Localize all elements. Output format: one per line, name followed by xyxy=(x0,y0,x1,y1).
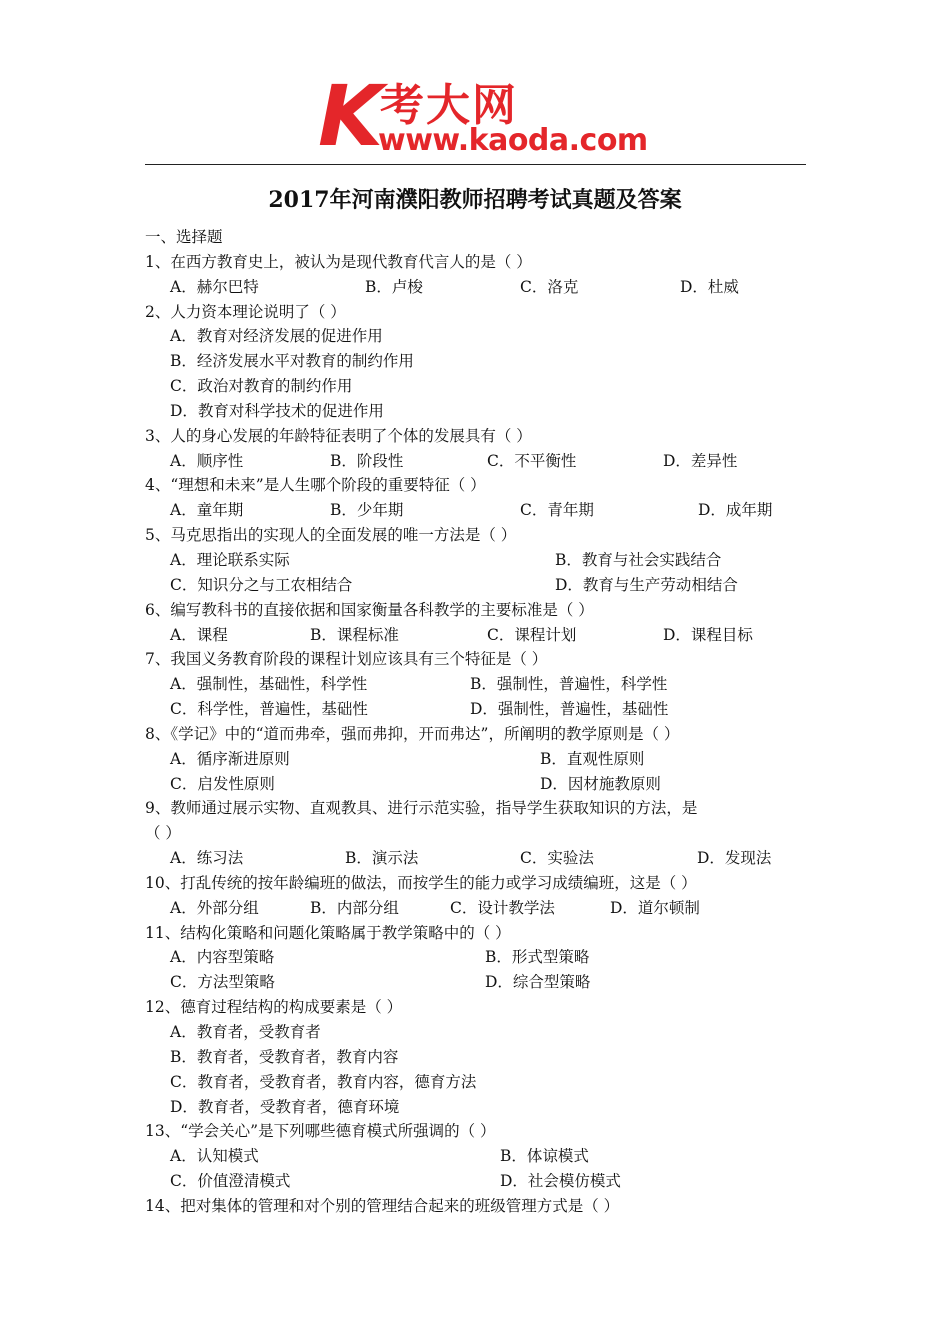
logo-url: www.kaoda.com xyxy=(378,123,648,158)
option-row xyxy=(145,573,810,598)
option-b-q7: B．强制性，普遍性，科学性 xyxy=(470,675,668,694)
question-14: 14、把对集体的管理和对个别的管理结合起来的班级管理方式是（ ） xyxy=(145,1196,620,1215)
option-a-q12: B．教育者，受教育者，教育内容 xyxy=(170,1047,399,1066)
option-row xyxy=(145,896,810,921)
option-a-q6: A．课程 xyxy=(170,625,228,644)
kaoda-logo xyxy=(318,67,648,165)
document-title: 2017年河南濮阳教师招聘考试真题及答案 xyxy=(268,187,682,213)
option-row xyxy=(145,772,810,797)
option-a-q8: A．循序渐进原则 xyxy=(170,749,290,768)
option-a-q5: C．知识分之与工农相结合 xyxy=(170,575,353,594)
option-row xyxy=(145,275,810,300)
option-row xyxy=(145,1045,810,1070)
option-b-q7: D．强制性，普遍性，基础性 xyxy=(470,700,669,719)
option-row xyxy=(145,449,810,474)
option-a-q11: A．内容型策略 xyxy=(170,948,275,967)
option-a-q13: C．价值澄清模式 xyxy=(170,1172,291,1191)
option-a-q9: A．练习法 xyxy=(170,849,244,868)
option-c-q1: C．洛克 xyxy=(520,277,579,296)
option-d-q1: D．杜威 xyxy=(680,277,739,296)
option-row xyxy=(145,399,810,424)
option-b-q8: D．因材施教原则 xyxy=(540,774,661,793)
option-row xyxy=(145,1144,810,1169)
option-row xyxy=(145,1169,810,1194)
question-list xyxy=(145,225,810,1219)
question-2: 2、人力资本理论说明了（ ） xyxy=(145,302,346,321)
header-rule xyxy=(145,164,806,165)
option-row xyxy=(145,374,810,399)
option-row xyxy=(145,1020,810,1045)
option-c-q10: C．设计教学法 xyxy=(450,898,555,917)
option-a-q5: A．理论联系实际 xyxy=(170,550,290,569)
option-a-q2: D．教育对科学技术的促进作用 xyxy=(170,401,384,420)
option-a-q2: B．经济发展水平对教育的制约作用 xyxy=(170,352,414,371)
option-d-q4: D．成年期 xyxy=(698,501,773,520)
option-row xyxy=(145,747,810,772)
option-a-q7: C．科学性，普遍性，基础性 xyxy=(170,700,368,719)
option-row xyxy=(145,672,810,697)
question-11: 11、结构化策略和问题化策略属于教学策略中的（ ） xyxy=(145,923,511,942)
option-c-q6: C．课程计划 xyxy=(487,625,577,644)
option-b-q5: D．教育与生产劳动相结合 xyxy=(555,575,738,594)
option-row xyxy=(145,548,810,573)
question-1: 1、在西方教育史上，被认为是现代教育代言人的是（ ） xyxy=(145,252,532,271)
option-b-q9: B．演示法 xyxy=(345,849,419,868)
option-b-q11: B．形式型策略 xyxy=(485,948,590,967)
option-row xyxy=(145,846,810,871)
question-9-continued: （ ） xyxy=(145,824,181,843)
option-c-q3: C．不平衡性 xyxy=(487,451,577,470)
option-d-q9: D．发现法 xyxy=(697,849,772,868)
question-6: 6、编写教科书的直接依据和国家衡量各科教学的主要标准是（ ） xyxy=(145,600,594,619)
option-a-q4: A．童年期 xyxy=(170,501,244,520)
option-a-q2: A．教育对经济发展的促进作用 xyxy=(170,327,383,346)
option-a-q12: A．教育者，受教育者 xyxy=(170,1023,321,1041)
option-row xyxy=(145,697,810,722)
option-a-q10: A．外部分组 xyxy=(170,898,259,917)
option-row xyxy=(145,1095,810,1120)
question-12: 12、德育过程结构的构成要素是（ ） xyxy=(145,998,403,1017)
option-b-q1: B．卢梭 xyxy=(365,277,423,296)
option-b-q5: B．教育与社会实践结合 xyxy=(555,550,722,569)
option-a-q13: A．认知模式 xyxy=(170,1147,259,1166)
option-b-q3: B．阶段性 xyxy=(330,451,404,470)
question-7: 7、我国义务教育阶段的课程计划应该具有三个特征是（ ） xyxy=(145,650,548,669)
option-a-q12: D．教育者，受教育者，德育环境 xyxy=(170,1097,400,1116)
option-a-q12: C．教育者，受教育者，教育内容，德育方法 xyxy=(170,1072,477,1091)
option-c-q9: C．实验法 xyxy=(520,849,594,868)
option-a-q1: A．赫尔巴特 xyxy=(170,277,259,296)
option-a-q8: C．启发性原则 xyxy=(170,774,275,793)
logo-mark: K xyxy=(318,67,380,165)
option-row xyxy=(145,324,810,349)
option-b-q4: B．少年期 xyxy=(330,501,404,520)
option-d-q10: D．道尔顿制 xyxy=(610,898,700,917)
option-a-q7: A．强制性，基础性，科学性 xyxy=(170,675,368,694)
question-8: 8、《学记》中的“道而弗牵，强而弗抑，开而弗达”，所阐明的教学原则是（ ） xyxy=(145,724,680,743)
logo-brand: 考大网 xyxy=(380,80,518,131)
question-5: 5、马克思指出的实现人的全面发展的唯一方法是（ ） xyxy=(145,526,517,545)
option-b-q6: B．课程标准 xyxy=(310,625,399,644)
option-row xyxy=(145,623,810,648)
question-13: 13、“学会关心”是下列哪些德育模式所强调的（ ） xyxy=(145,1122,496,1141)
option-d-q6: D．课程目标 xyxy=(663,625,753,644)
option-b-q11: D．综合型策略 xyxy=(485,973,591,992)
option-b-q13: B．体谅模式 xyxy=(500,1147,589,1166)
option-a-q11: C．方法型策略 xyxy=(170,973,275,992)
option-row xyxy=(145,498,810,523)
option-c-q4: C．青年期 xyxy=(520,501,594,520)
section-heading: 一、选择题 xyxy=(145,228,223,246)
option-row xyxy=(145,1070,810,1095)
option-b-q10: B．内部分组 xyxy=(310,898,399,917)
question-10: 10、打乱传统的按年龄编班的做法，而按学生的能力或学习成绩编班，这是（ ） xyxy=(145,873,697,892)
option-b-q13: D．社会模仿模式 xyxy=(500,1172,621,1191)
option-b-q8: B．直观性原则 xyxy=(540,749,645,768)
question-9: 9、教师通过展示实物、直观教具、进行示范实验，指导学生获取知识的方法，是 xyxy=(145,799,698,818)
option-a-q3: A．顺序性 xyxy=(170,451,244,470)
question-4: 4、“理想和未来”是人生哪个阶段的重要特征（ ） xyxy=(145,476,486,495)
question-3: 3、人的身心发展的年龄特征表明了个体的发展具有（ ） xyxy=(145,426,532,445)
option-a-q2: C．政治对教育的制约作用 xyxy=(170,377,353,396)
option-row xyxy=(145,945,810,970)
option-row xyxy=(145,349,810,374)
option-d-q3: D．差异性 xyxy=(663,451,738,470)
option-row xyxy=(145,970,810,995)
